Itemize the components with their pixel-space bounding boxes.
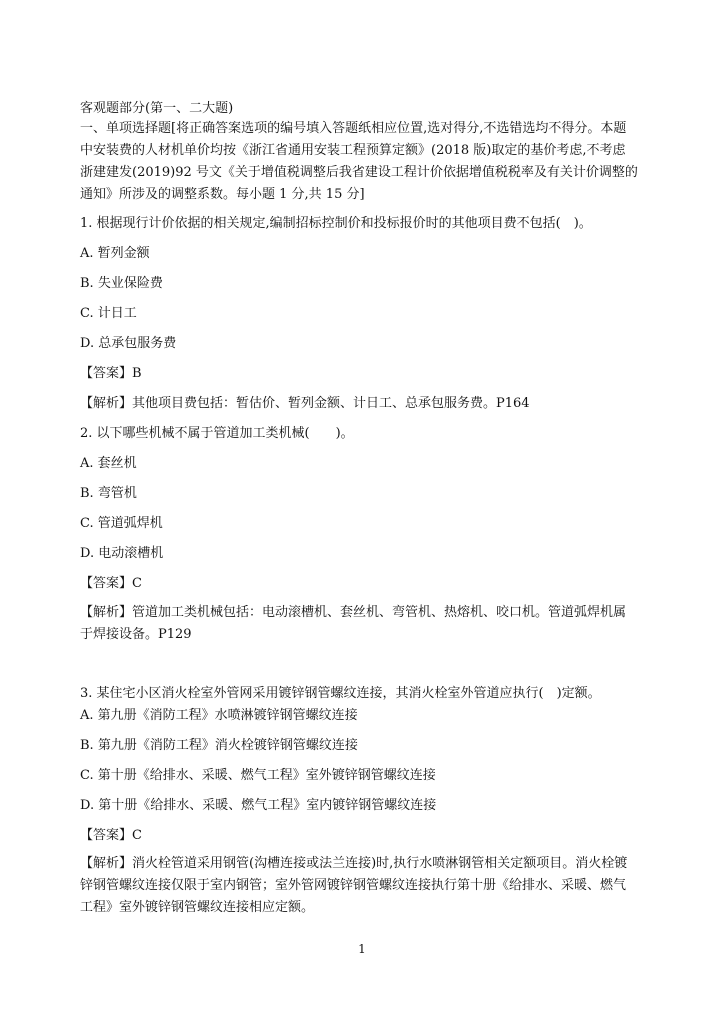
analysis-line: 于焊接设备。P129 [80,627,192,642]
question-3-answer: 【答案】C [80,828,142,843]
question-1-option-c: C. 计日工 [80,306,137,321]
instruction-line: 中安装费的人材机单价均按《浙江省通用安装工程预算定额》(2018 版)取定的基价考虑,不考虑 [80,143,626,158]
question-3-option-a: A. 第九册《消防工程》水喷淋镀锌钢管螺纹连接 [80,708,358,723]
instruction-line: 通知》所涉及的调整系数。每小题 1 分,共 15 分] [80,187,365,202]
question-1-stem: 1. 根据现行计价依据的相关规定,编制招标控制价和投标报价时的其他项目费不包括( )。 [80,216,592,231]
question-2-option-d: D. 电动滚槽机 [80,546,164,561]
question-3-option-b: B. 第九册《消防工程》消火栓镀锌钢管螺纹连接 [80,738,358,753]
question-1-option-d: D. 总承包服务费 [80,336,177,351]
analysis-line: 【解析】管道加工类机械包括：电动滚槽机、套丝机、弯管机、热熔机、咬口机。管道弧焊机属 [80,605,627,620]
question-1-answer: 【答案】B [80,366,142,381]
question-1-analysis: 【解析】其他项目费包括：暂估价、暂列金额、计日工、总承包服务费。P164 [80,396,530,411]
instruction-line: 一、单项选择题[将正确答案选项的编号填入答题纸相应位置,选对得分,不选错选均不得分。本题 [80,121,627,136]
question-2-option-a: A. 套丝机 [80,456,137,471]
page-number: 1 [358,942,366,956]
question-2-option-b: B. 弯管机 [80,486,137,501]
question-2-option-c: C. 管道弧焊机 [80,516,163,531]
question-2-stem: 2. 以下哪些机械不属于管道加工类机械( )。 [80,426,354,441]
question-2-analysis [80,602,644,646]
question-1-option-b: B. 失业保险费 [80,276,163,291]
analysis-line: 锌钢管螺纹连接仅限于室内钢管；室外管网镀锌钢管螺纹连接执行第十册《给排水、采暖、燃气 [80,878,627,893]
instructions [80,118,644,206]
instruction-line: 浙建建发(2019)92 号文《关于增值税调整后我省建设工程计价依据增值税税率及有关计价调整的 [80,165,638,180]
question-3-option-d: D. 第十册《给排水、采暖、燃气工程》室内镀锌钢管螺纹连接 [80,798,437,813]
analysis-line: 【解析】消火栓管道采用钢管(沟槽连接或法兰连接)时,执行水喷淋钢管相关定额项目。消火栓镀 [80,856,628,871]
section-title: 客观题部分(第一、二大题) [80,101,234,116]
question-3-option-c: C. 第十册《给排水、采暖、燃气工程》室外镀锌钢管螺纹连接 [80,768,436,783]
question-3-analysis [80,853,644,919]
question-1-option-a: A. 暂列金额 [80,246,150,261]
analysis-line: 工程》室外镀锌钢管螺纹连接相应定额。 [80,900,315,915]
question-2-answer: 【答案】C [80,576,142,591]
question-3-stem: 3. 某住宅小区消火栓室外管网采用镀锌钢管螺纹连接，其消火栓室外管道应执行( )定额。 [80,686,601,701]
